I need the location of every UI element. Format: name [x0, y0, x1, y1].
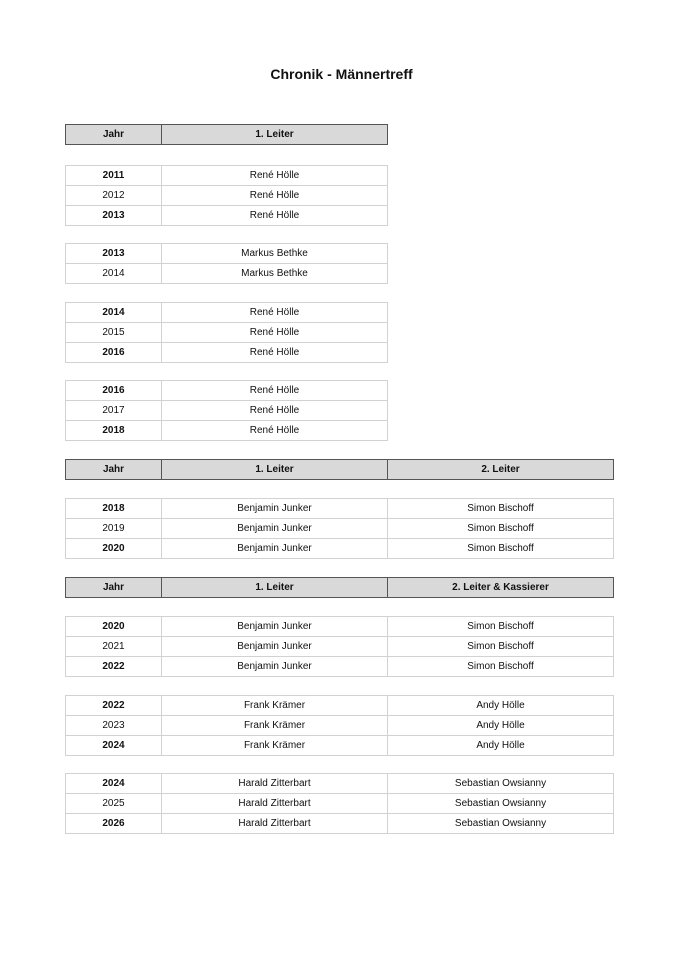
cell-jahr: 2018 [66, 421, 162, 441]
cell-leiter2: Andy Hölle [388, 736, 614, 756]
table-row [66, 794, 614, 814]
table-row [66, 814, 614, 834]
cell-jahr: 2016 [66, 343, 162, 363]
cell-leiter1: Frank Krämer [162, 696, 388, 716]
header-leiter1: 1. Leiter [162, 460, 388, 480]
cell-jahr: 2016 [66, 381, 162, 401]
cell-jahr: 2020 [66, 539, 162, 559]
cell-leiter1: René Hölle [162, 401, 388, 421]
table-row [66, 696, 614, 716]
cell-leiter1: René Hölle [162, 303, 388, 323]
table-row [66, 519, 614, 539]
cell-jahr: 2023 [66, 716, 162, 736]
cell-jahr: 2018 [66, 499, 162, 519]
cell-leiter1: Benjamin Junker [162, 499, 388, 519]
cell-leiter1: René Hölle [162, 166, 388, 186]
table-row [66, 716, 614, 736]
cell-leiter2: Andy Hölle [388, 716, 614, 736]
cell-jahr: 2013 [66, 244, 162, 264]
table-2013-2014 [65, 243, 388, 284]
cell-leiter2: Simon Bischoff [388, 657, 614, 677]
table-row [66, 186, 388, 206]
cell-leiter2: Simon Bischoff [388, 519, 614, 539]
header-jahr: Jahr [66, 460, 162, 480]
cell-leiter1: Harald Zitterbart [162, 794, 388, 814]
cell-jahr: 2024 [66, 736, 162, 756]
cell-leiter1: René Hölle [162, 323, 388, 343]
header-row [66, 460, 614, 480]
table-row [66, 637, 614, 657]
table-row [66, 206, 388, 226]
cell-leiter2: Andy Hölle [388, 696, 614, 716]
cell-leiter1: René Hölle [162, 343, 388, 363]
table-2020-2022 [65, 616, 614, 677]
cell-leiter1: Frank Krämer [162, 736, 388, 756]
table-2014-2016 [65, 302, 388, 363]
table-2011-2013 [65, 165, 388, 226]
cell-jahr: 2025 [66, 794, 162, 814]
table-row [66, 244, 388, 264]
cell-jahr: 2024 [66, 774, 162, 794]
cell-jahr: 2022 [66, 696, 162, 716]
table-row [66, 166, 388, 186]
cell-jahr: 2019 [66, 519, 162, 539]
cell-jahr: 2013 [66, 206, 162, 226]
table-2016-2018 [65, 380, 388, 441]
cell-jahr: 2022 [66, 657, 162, 677]
cell-jahr: 2011 [66, 166, 162, 186]
table-2022-2024 [65, 695, 614, 756]
cell-leiter2: Sebastian Owsianny [388, 814, 614, 834]
cell-leiter1: René Hölle [162, 186, 388, 206]
cell-jahr: 2014 [66, 303, 162, 323]
cell-jahr: 2026 [66, 814, 162, 834]
header-jahr: Jahr [66, 125, 162, 145]
header-three-columns-kassierer [65, 577, 614, 598]
table-row [66, 421, 388, 441]
cell-leiter2: Simon Bischoff [388, 637, 614, 657]
cell-leiter2: Sebastian Owsianny [388, 794, 614, 814]
cell-leiter2: Simon Bischoff [388, 617, 614, 637]
table-row [66, 499, 614, 519]
cell-leiter2: Simon Bischoff [388, 499, 614, 519]
cell-leiter1: Markus Bethke [162, 264, 388, 284]
table-row [66, 736, 614, 756]
header-jahr: Jahr [66, 578, 162, 598]
page-title: Chronik - Männertreff [270, 66, 413, 82]
cell-leiter1: René Hölle [162, 421, 388, 441]
table-row [66, 774, 614, 794]
cell-leiter1: René Hölle [162, 381, 388, 401]
cell-jahr: 2015 [66, 323, 162, 343]
header-row [66, 578, 614, 598]
cell-jahr: 2012 [66, 186, 162, 206]
header-leiter1: 1. Leiter [162, 578, 388, 598]
table-row [66, 264, 388, 284]
header-leiter1: 1. Leiter [162, 125, 388, 145]
table-row [66, 617, 614, 637]
cell-leiter2: Simon Bischoff [388, 539, 614, 559]
table-row [66, 539, 614, 559]
cell-leiter1: Benjamin Junker [162, 617, 388, 637]
table-row [66, 343, 388, 363]
header-three-columns [65, 459, 614, 480]
cell-jahr: 2014 [66, 264, 162, 284]
table-row [66, 323, 388, 343]
cell-leiter1: Harald Zitterbart [162, 814, 388, 834]
cell-leiter1: Benjamin Junker [162, 519, 388, 539]
cell-jahr: 2021 [66, 637, 162, 657]
cell-leiter1: Benjamin Junker [162, 657, 388, 677]
cell-leiter1: René Hölle [162, 206, 388, 226]
cell-jahr: 2020 [66, 617, 162, 637]
cell-leiter1: Frank Krämer [162, 716, 388, 736]
cell-leiter1: Benjamin Junker [162, 539, 388, 559]
table-row [66, 381, 388, 401]
cell-jahr: 2017 [66, 401, 162, 421]
cell-leiter2: Sebastian Owsianny [388, 774, 614, 794]
table-2018-2020 [65, 498, 614, 559]
table-2024-2026 [65, 773, 614, 834]
cell-leiter1: Markus Bethke [162, 244, 388, 264]
cell-leiter1: Harald Zitterbart [162, 774, 388, 794]
header-leiter2: 2. Leiter [388, 460, 614, 480]
table-row [66, 401, 388, 421]
header-row [66, 125, 388, 145]
cell-leiter1: Benjamin Junker [162, 637, 388, 657]
table-row [66, 303, 388, 323]
header-two-columns [65, 124, 388, 145]
table-row [66, 657, 614, 677]
header-leiter2-kassierer: 2. Leiter & Kassierer [388, 578, 614, 598]
